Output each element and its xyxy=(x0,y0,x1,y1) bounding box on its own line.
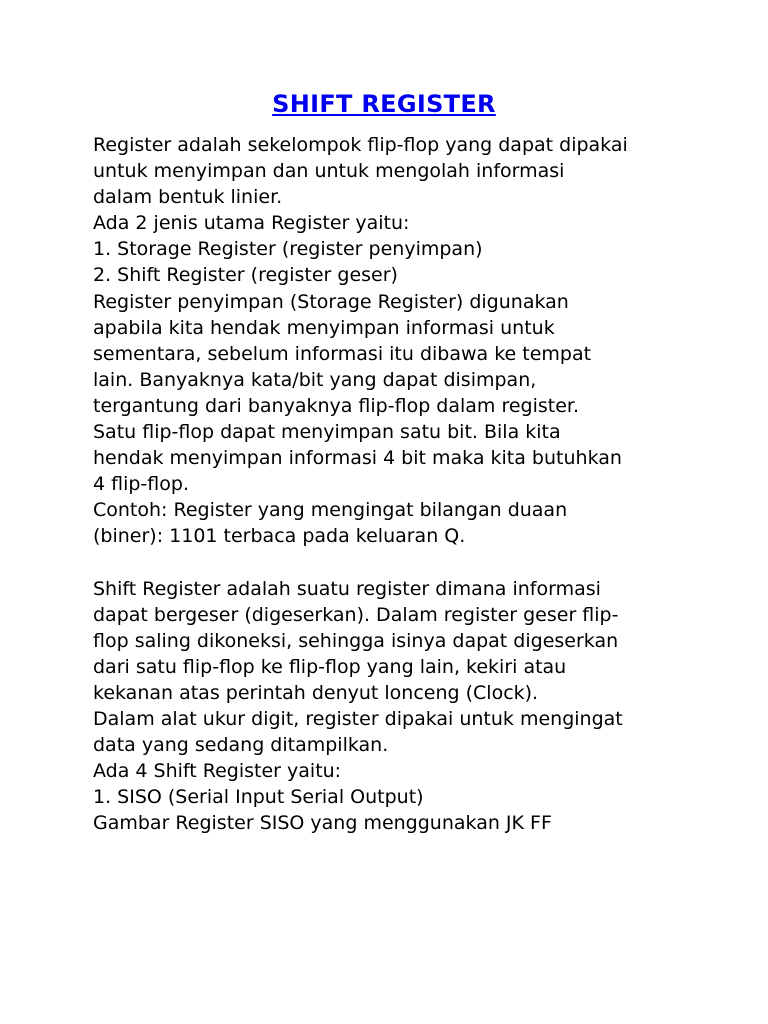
document-body xyxy=(93,132,693,837)
page-title: SHIFT REGISTER xyxy=(272,90,496,118)
list-item: 1. Storage Register (register penyimpan) xyxy=(93,238,483,261)
paragraph-spacer xyxy=(93,550,693,576)
text-line: lain. Banyaknya kata/bit yang dapat disimpan, xyxy=(93,368,537,391)
text-line: Dalam alat ukur digit, register dipakai untuk mengingat xyxy=(93,708,623,731)
text-line: dapat bergeser (digeserkan). Dalam register geser flip- xyxy=(93,603,619,626)
text-line: Ada 4 Shift Register yaitu: xyxy=(93,760,342,783)
text-line: 4 flip-flop. xyxy=(93,473,189,496)
text-line: Satu flip-flop dapat menyimpan satu bit. Bila kita xyxy=(93,421,561,444)
text-line: Register penyimpan (Storage Register) digunakan xyxy=(93,290,569,313)
text-line: Shift Register adalah suatu register dimana informasi xyxy=(93,577,601,600)
text-line: dalam bentuk linier. xyxy=(93,186,283,209)
text-line: kekanan atas perintah denyut lonceng (Clock). xyxy=(93,681,539,704)
text-line: Contoh: Register yang mengingat bilangan duaan xyxy=(93,499,568,522)
text-line: flop saling dikoneksi, sehingga isinya dapat digeserkan xyxy=(93,629,619,652)
text-line: untuk menyimpan dan untuk mengolah informasi xyxy=(93,160,565,183)
text-line: data yang sedang ditampilkan. xyxy=(93,734,389,757)
text-line: apabila kita hendak menyimpan informasi untuk xyxy=(93,316,555,339)
paragraph-register-definition xyxy=(93,132,693,550)
paragraph-shift-register xyxy=(93,576,693,837)
text-line: (biner): 1101 terbaca pada keluaran Q. xyxy=(93,525,466,548)
list-item: 1. SISO (Serial Input Serial Output) xyxy=(93,786,424,809)
text-line: Ada 2 jenis utama Register yaitu: xyxy=(93,212,410,235)
text-line: sementara, sebelum informasi itu dibawa ke tempat xyxy=(93,342,592,365)
text-line: dari satu flip-flop ke flip-flop yang lain, kekiri atau xyxy=(93,655,567,678)
text-line: hendak menyimpan informasi 4 bit maka kita butuhkan xyxy=(93,447,622,470)
figure-caption: Gambar Register SISO yang menggunakan JK FF xyxy=(93,812,552,835)
text-line: tergantung dari banyaknya flip-flop dalam register. xyxy=(93,394,580,417)
text-line: Register adalah sekelompok flip-flop yang dapat dipakai xyxy=(93,134,628,156)
list-item: 2. Shift Register (register geser) xyxy=(93,264,398,287)
